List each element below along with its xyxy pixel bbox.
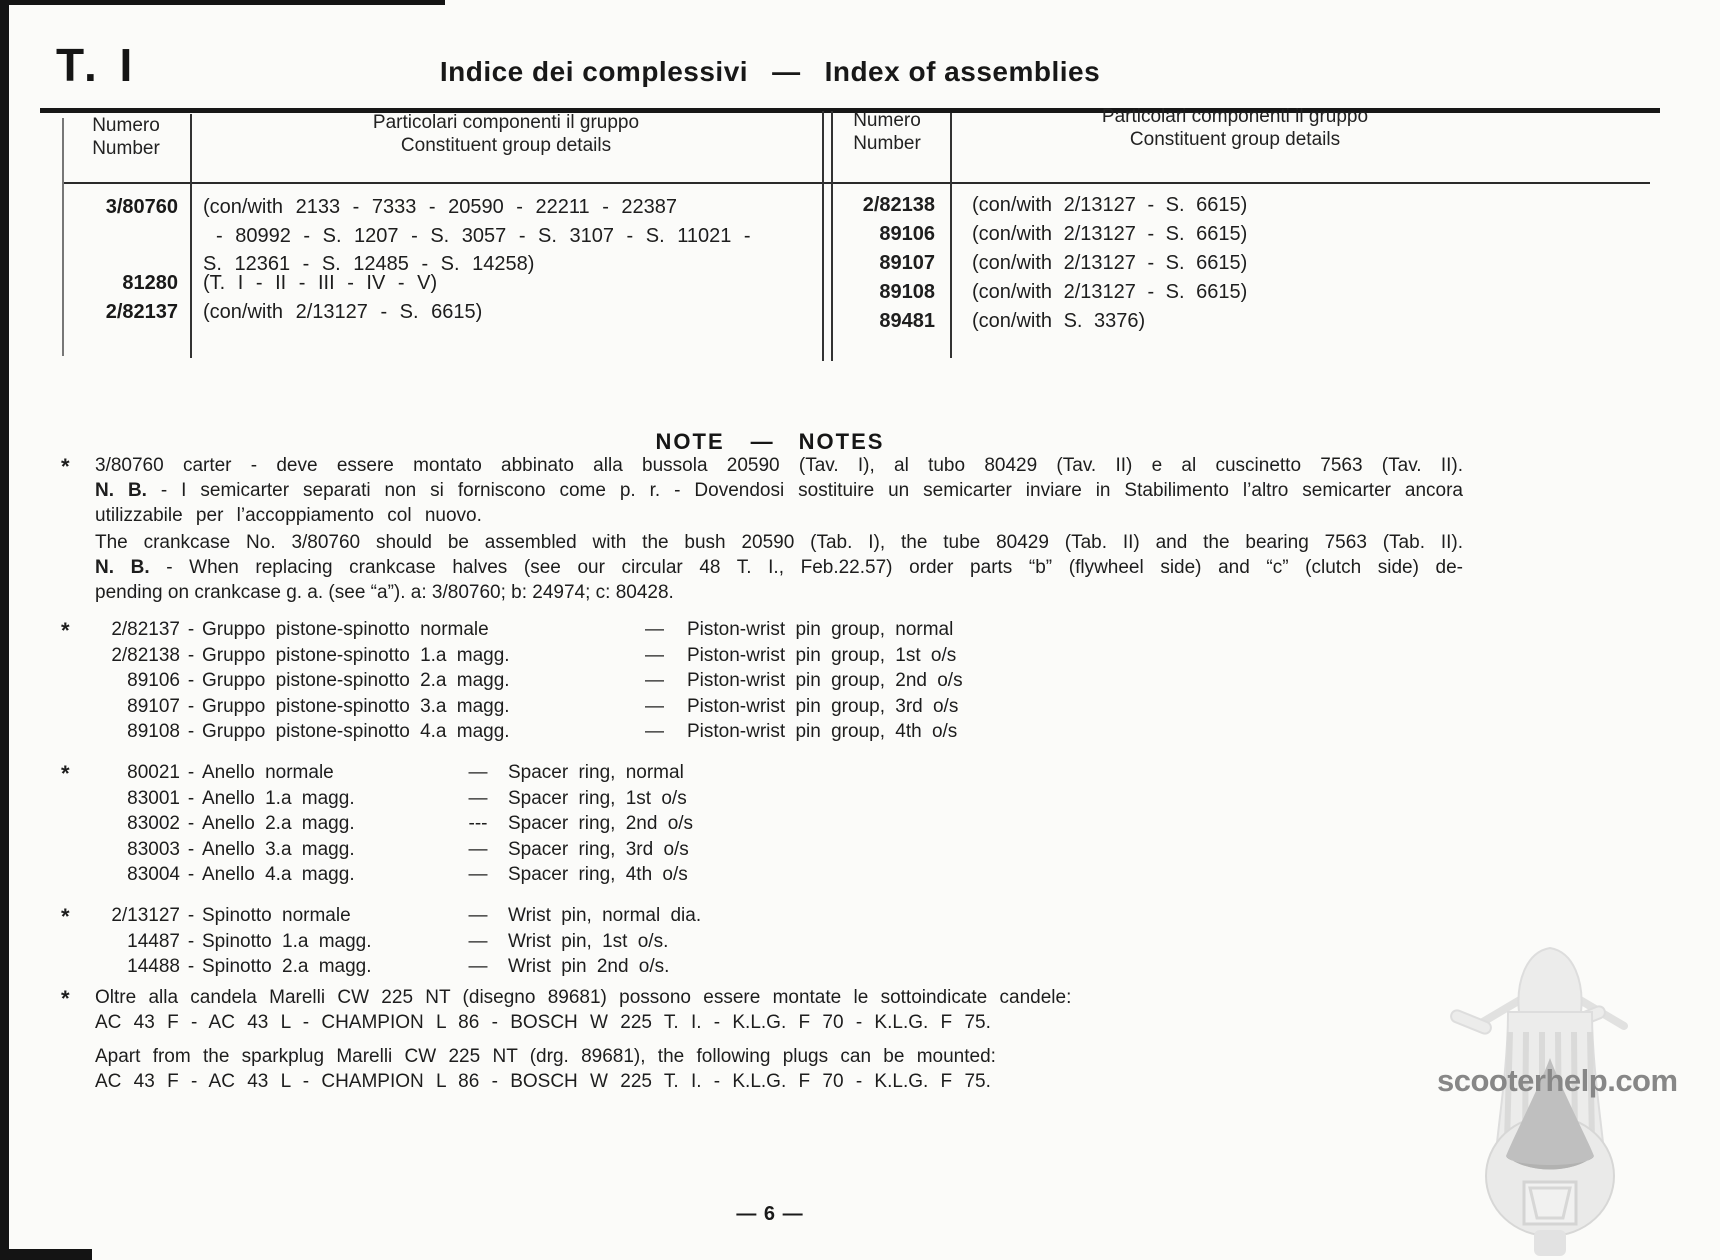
parts-list-row	[95, 954, 1463, 980]
part-number: 83004	[127, 864, 180, 885]
description-italian: Gruppo pistone-spinotto 2.a magg.	[202, 670, 510, 691]
bold-prefix: N. B.	[95, 557, 150, 578]
note-line	[95, 530, 1463, 555]
em-dash: —	[468, 787, 488, 809]
description-italian: Spinotto 2.a magg.	[202, 956, 372, 977]
description-english: Wrist pin, 1st o/s.	[508, 930, 669, 952]
part-details-cell: (T. I - II - III - IV - V)	[203, 272, 438, 294]
description-english: Wrist pin 2nd o/s.	[508, 956, 670, 977]
note-spacer-rings	[61, 760, 1463, 888]
em-dash: —	[645, 644, 664, 666]
part-number: 80021	[127, 762, 180, 783]
part-details-cell: (con/with 2/13127 - S. 6615)	[972, 194, 1248, 216]
note-line: AC 43 F - AC 43 L - CHAMPION L 86 - BOSCH W 225 T. I. - K.L.G. F 70 - K.L.G. F 75.	[95, 1071, 991, 1092]
part-details-cell: (con/with 2/13127 - S. 6615)	[972, 281, 1248, 303]
header-number-left	[62, 114, 190, 160]
part-details-cell: (con/with 2/13127 - S. 6615)	[972, 223, 1248, 245]
table-code: T. I	[56, 39, 138, 91]
part-number: 14487	[127, 930, 180, 952]
em-dash: —	[468, 905, 488, 926]
table-header-divider	[62, 182, 1650, 184]
page-title	[0, 56, 1540, 88]
asterisk-marker: *	[61, 618, 70, 643]
note-text: - When replacing crankcase halves (see our circular 48 T. I., Feb.22.57) order parts “b” (flywheel side) and “c” (clutch side) de-	[149, 557, 1464, 578]
em-dash: —	[645, 670, 664, 691]
header-constituent: Constituent group details	[1129, 129, 1341, 150]
hyphen-separator: -	[187, 864, 195, 885]
em-dash: ---	[468, 813, 488, 834]
hyphen-separator: -	[187, 721, 195, 742]
header-particolari: Particolari componenti il gruppo	[1101, 106, 1369, 127]
hyphen-separator: -	[187, 956, 195, 977]
note-line: AC 43 F - AC 43 L - CHAMPION L 86 - BOSCH W 225 T. I. - K.L.G. F 70 - K.L.G. F 75.	[95, 1012, 991, 1033]
parts-list-row	[95, 617, 1463, 643]
note-line: Apart from the sparkplug Marelli CW 225 NT (drg. 89681), the following plugs can be mounted:	[95, 1046, 996, 1067]
hyphen-separator: -	[187, 813, 195, 834]
em-dash: —	[645, 721, 664, 742]
parts-list-row	[95, 862, 1463, 888]
notes-heading-dash: —	[750, 429, 773, 454]
parts-list-row	[95, 643, 1463, 669]
note-wrist-pins	[61, 903, 1463, 980]
page-number: — 6 —	[736, 1203, 804, 1225]
detail-line: - 80992 - S. 1207 - S. 3057 - S. 3107 - S. 11021 -	[216, 224, 751, 247]
description-italian: Anello 4.a magg.	[202, 864, 355, 885]
note-sparkplugs	[61, 985, 1463, 1094]
asterisk-marker: *	[61, 986, 70, 1011]
description-italian: Spinotto normale	[202, 905, 351, 926]
description-english: Piston-wrist pin group, normal	[687, 619, 954, 640]
asterisk-marker: *	[61, 904, 70, 929]
part-number: 2/13127	[111, 905, 180, 926]
note-text: 3/80760 carter - deve essere montato abbinato alla bussola 20590 (Tav. I), al tubo 80429 (Tav. II) e al cuscinetto 7563 (Tav. II).	[95, 455, 1463, 476]
header-number: Number	[92, 138, 160, 159]
watermark-text: scooterhelp.com	[1437, 1063, 1678, 1098]
notes-heading	[0, 429, 1540, 455]
description-english: Spacer ring, 3rd o/s	[508, 838, 689, 860]
table-column-divider-right	[950, 113, 952, 358]
part-number-cell: 3/80760	[105, 196, 178, 218]
scan-edge-left	[0, 0, 9, 1260]
part-number: 89106	[127, 670, 180, 691]
asterisk-marker: *	[61, 761, 70, 786]
asterisk-marker: *	[61, 454, 70, 479]
part-number: 89107	[127, 695, 180, 717]
part-number-cell: 89481	[879, 310, 935, 332]
part-number-cell: 89108	[879, 281, 935, 303]
page-title-english: Index of assemblies	[824, 56, 1101, 87]
hyphen-separator: -	[187, 695, 195, 717]
part-number: 83003	[127, 838, 180, 860]
parts-list-row	[95, 694, 1463, 720]
part-details-column	[972, 191, 1532, 336]
part-details-cell	[203, 193, 803, 279]
note-line	[95, 503, 1463, 528]
hyphen-separator: -	[187, 838, 195, 860]
hyphen-separator: -	[187, 644, 195, 666]
detail-line: S. 12361 - S. 12485 - S. 14258)	[203, 253, 535, 275]
parts-list-row	[95, 668, 1463, 694]
description-english: Spacer ring, 1st o/s	[508, 787, 687, 809]
header-constituent: Constituent group details	[400, 135, 612, 156]
notes-heading-italian: NOTE	[655, 429, 725, 454]
header-number-right	[824, 109, 950, 155]
description-italian: Anello 3.a magg.	[202, 838, 355, 860]
parts-list-row	[95, 837, 1463, 863]
vespa-scooter-watermark-image	[1358, 940, 1698, 1260]
part-number: 89108	[127, 721, 180, 742]
parts-list-row	[95, 786, 1463, 812]
hyphen-separator: -	[187, 930, 195, 952]
part-details-cell: (con/with 2/13127 - S. 6615)	[203, 301, 483, 323]
parts-list-row	[95, 903, 1463, 929]
description-english: Piston-wrist pin group, 2nd o/s	[687, 670, 963, 691]
description-italian: Gruppo pistone-spinotto 1.a magg.	[202, 644, 510, 666]
note-piston-groups	[61, 617, 1463, 745]
description-italian: Spinotto 1.a magg.	[202, 930, 372, 952]
description-english: Piston-wrist pin group, 1st o/s	[687, 644, 957, 666]
note-text: - I semicarter separati non si forniscono come p. r. - Dovendosi sostituire un semicarter inviare in Stabilimento l’altro semicarter ancora	[146, 480, 1463, 501]
hyphen-separator: -	[187, 670, 195, 691]
parts-list-row	[95, 811, 1463, 837]
part-number: 14488	[127, 956, 180, 977]
note-line	[95, 580, 1463, 605]
header-number: Number	[853, 133, 921, 154]
header-numero: Numero	[853, 110, 921, 131]
header-particolari: Particolari componenti il gruppo	[372, 112, 640, 133]
em-dash: —	[468, 956, 488, 977]
parts-list-row	[95, 719, 1463, 745]
description-english: Piston-wrist pin group, 4th o/s	[687, 721, 958, 742]
description-english: Wrist pin, normal dia.	[508, 905, 702, 926]
scan-edge-top	[0, 0, 445, 5]
description-italian: Gruppo pistone-spinotto 3.a magg.	[202, 695, 510, 717]
part-number-cell: 81280	[122, 272, 178, 294]
part-number: 83001	[127, 787, 180, 809]
header-details-left	[192, 111, 820, 157]
parts-list-row	[95, 929, 1463, 955]
note-line	[95, 555, 1463, 580]
hyphen-separator: -	[187, 762, 195, 783]
em-dash: —	[468, 930, 488, 952]
part-number-cell: 2/82138	[862, 194, 935, 216]
description-english: Spacer ring, 2nd o/s	[508, 813, 694, 834]
em-dash: —	[468, 838, 488, 860]
part-number: 83002	[127, 813, 180, 834]
description-italian: Gruppo pistone-spinotto 4.a magg.	[202, 721, 510, 742]
part-number-cell: 89107	[879, 252, 935, 274]
em-dash: —	[468, 762, 488, 783]
header-details-right	[965, 105, 1505, 151]
detail-line: (con/with 2133 - 7333 - 20590 - 22211 - 22387	[203, 196, 678, 218]
header-numero: Numero	[92, 115, 160, 136]
part-number: 2/82137	[111, 619, 180, 640]
em-dash: —	[645, 619, 664, 640]
note-text: pending on crankcase g. a. (see “a”). a: 3/80760; b: 24974; c: 80428.	[95, 582, 674, 603]
part-number-cell: 89106	[879, 223, 935, 245]
description-english: Piston-wrist pin group, 3rd o/s	[687, 695, 959, 717]
bold-prefix: N. B.	[95, 480, 147, 501]
scan-edge-bottom	[0, 1249, 92, 1260]
hyphen-separator: -	[187, 787, 195, 809]
em-dash: —	[468, 864, 488, 885]
note-line: Oltre alla candela Marelli CW 225 NT (disegno 89681) possono essere montate le sottoindicate candele:	[95, 987, 1072, 1008]
part-details-cell: (con/with 2/13127 - S. 6615)	[972, 252, 1248, 274]
part-number: 2/82138	[111, 644, 180, 666]
hyphen-separator: -	[187, 905, 195, 926]
description-english: Spacer ring, normal	[508, 762, 684, 783]
hyphen-separator: -	[187, 619, 195, 640]
part-number-column	[800, 191, 935, 336]
description-italian: Anello 2.a magg.	[202, 813, 355, 834]
em-dash: —	[645, 695, 664, 717]
title-dash: —	[772, 56, 801, 87]
part-number-cell: 2/82137	[105, 301, 178, 323]
description-italian: Gruppo pistone-spinotto normale	[202, 619, 489, 640]
description-italian: Anello normale	[202, 762, 334, 783]
note-line	[95, 453, 1463, 478]
description-english: Spacer ring, 4th o/s	[508, 864, 688, 885]
notes-heading-english: NOTES	[798, 429, 885, 454]
note-text: utilizzabile per l’accoppiamento col nuovo.	[95, 505, 482, 526]
note-crankcase	[61, 453, 1464, 605]
page-title-italian: Indice dei complessivi	[439, 56, 749, 87]
note-text: The crankcase No. 3/80760 should be assembled with the bush 20590 (Tab. I), the tube 80429 (Tab. II) and the bearing 7563 (Tab. II).	[95, 532, 1463, 553]
note-line	[95, 478, 1463, 503]
part-details-cell: (con/with S. 3376)	[972, 310, 1146, 332]
parts-list-row	[95, 760, 1463, 786]
description-italian: Anello 1.a magg.	[202, 787, 355, 809]
